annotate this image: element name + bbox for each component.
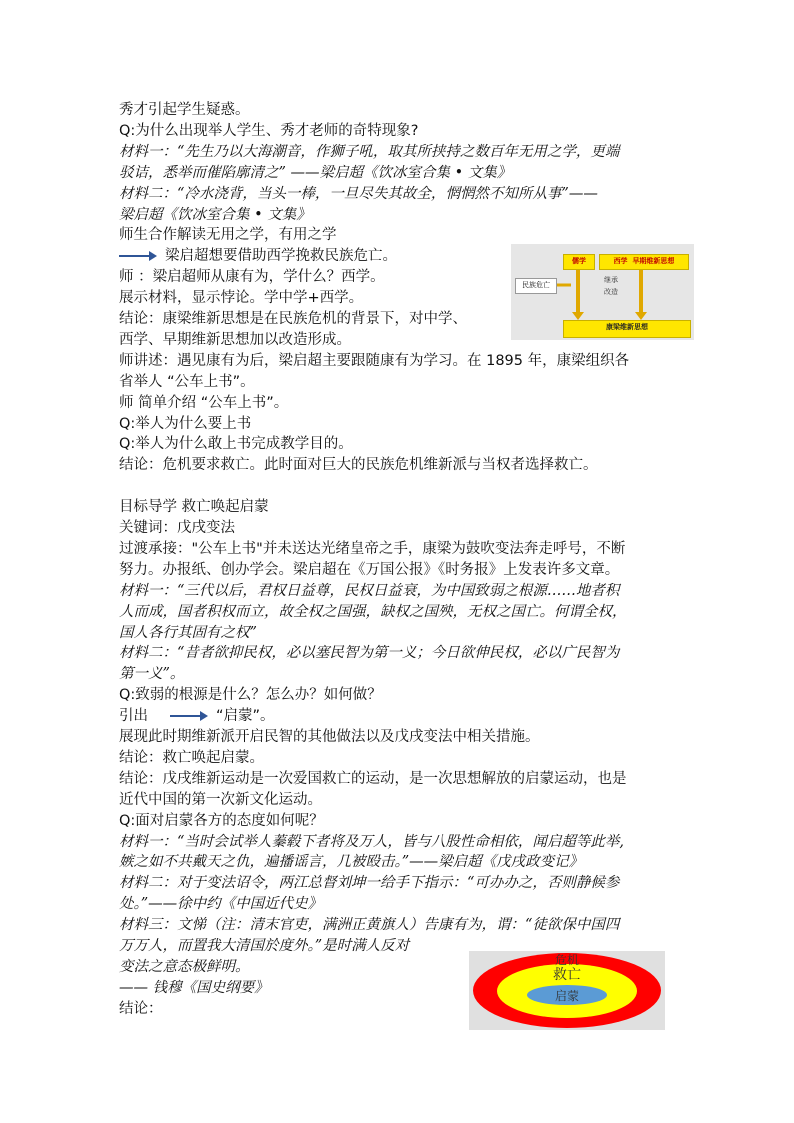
text-line <box>119 414 251 434</box>
text-line <box>119 685 382 705</box>
line-text: 嫉之如不共戴天之仇，遍播谣言，几被殴击。”——梁启超《戊戌政变记》 <box>119 854 584 870</box>
line-text: “启蒙”。 <box>216 708 275 724</box>
line-text: Q:致弱的根源是什么？怎么办？如何做？ <box>119 687 382 703</box>
text-line <box>119 455 598 475</box>
text-line <box>119 184 598 204</box>
text-line <box>119 664 184 684</box>
text-line <box>119 560 619 580</box>
text-line <box>119 393 288 413</box>
chinese-learning-box: 儒学 <box>563 254 595 270</box>
line-text: Q:面对启蒙各方的态度如何呢？ <box>119 813 324 829</box>
line-text: Q:举人为什么敢上书完成教学目的。 <box>119 436 353 452</box>
line-text: Q:为什么出现举人学生、秀才老师的奇特现象? <box>119 123 419 139</box>
inherit-reform-label: 继承改造 <box>604 276 618 296</box>
right-arrow-icon <box>119 251 157 261</box>
text-line <box>119 936 409 956</box>
line-text: 人而成，国者积权而立，故全权之国强，缺权之国殃，无权之国亡。何谓全权， <box>119 604 627 620</box>
text-line <box>119 999 163 1019</box>
text-line <box>119 790 322 810</box>
national-crisis-box: 民族危亡 <box>515 278 557 294</box>
line-text: 秀才引起学生疑惑。 <box>119 102 250 118</box>
text-line <box>119 915 619 935</box>
text-line <box>119 978 269 998</box>
text-line <box>119 748 264 768</box>
western-learning-label: 西学 <box>613 257 628 265</box>
line-text: 梁启超《饮冰室合集 • 文集》 <box>119 207 311 223</box>
text-line <box>119 497 269 517</box>
text-line <box>119 539 625 559</box>
line-text: 第一义”。 <box>119 666 185 682</box>
line-text: 展现此时期维新派开启民智的其他做法以及戊戌变法中相关措施。 <box>119 729 540 745</box>
text-line <box>119 434 353 454</box>
text-line <box>119 267 385 287</box>
text-line <box>119 225 337 245</box>
text-line <box>119 602 627 622</box>
line-text: 目标导学 救亡唤起启蒙 <box>119 499 269 515</box>
text-line <box>119 832 624 852</box>
text-line <box>119 811 324 831</box>
line-text: 师讲述：遇见康有为后，梁启超主要跟随康有为学习。在 1895 年，康梁组织各 <box>119 353 630 369</box>
right-arrow-icon <box>170 711 208 721</box>
crisis-salvation-enlightenment-diagram <box>469 951 665 1030</box>
line-text: 变法之意态极鲜明。 <box>119 959 250 975</box>
line-text: 结论： <box>119 1001 163 1017</box>
text-line <box>119 623 257 643</box>
line-text: Q:举人为什么要上书 <box>119 416 252 432</box>
text-line <box>119 309 467 329</box>
line-text: 万万人，而置我大清国於度外。”是时满人反对 <box>119 938 410 954</box>
line-text: 处。”——徐中约《中国近代史》 <box>119 896 323 912</box>
line-text: 材料二：“昔者欲抑民权，必以塞民智为第一义；今日欲伸民权，必以广民智为 <box>119 645 620 661</box>
text-line <box>119 852 583 872</box>
kangliang-thought-box: 康梁维新思想 <box>563 320 691 338</box>
line-text: —— 钱穆《国史纲要》 <box>119 980 269 996</box>
line-text: 西学、早期维新思想加以改造形成。 <box>119 332 351 348</box>
text-line <box>119 957 250 977</box>
line-text: 材料一：“先生乃以大海潮音，作狮子吼，取其所挟持之数百年无用之学，更端 <box>119 144 620 160</box>
text-line <box>119 518 235 538</box>
text-line <box>119 142 619 162</box>
text-line <box>119 288 363 308</box>
line-text: 材料二：对于变法诏令，两江总督刘坤一给手下指示：“可办办之，否则静候参 <box>119 875 620 891</box>
line-text: 结论：康梁维新思想是在民族危机的背景下，对中学、 <box>119 311 467 327</box>
line-prefix: 引出 <box>119 708 148 724</box>
text-line <box>119 706 275 726</box>
enlightenment-label: 启蒙 <box>554 989 579 1003</box>
text-line <box>119 873 619 893</box>
line-text: 材料三：文悌（注：清末官吏，满洲正黄旗人）告康有为，谓：“徒欲保中国四 <box>119 917 620 933</box>
line-text: 努力。办报纸、创办学会。梁启超在《万国公报》《时务报》上发表许多文章。 <box>119 562 620 578</box>
diagram1-arrows <box>511 244 694 340</box>
text-line <box>119 100 250 120</box>
line-text: 省举人 “公车上书”。 <box>119 374 255 390</box>
text-line <box>119 351 629 371</box>
salvation-label: 救亡 <box>553 967 581 983</box>
line-text: 材料一：“三代以后，君权日益尊，民权日益衰，为中国致弱之根源……地者积 <box>119 583 620 599</box>
early-reform-label: 早期维新思想 <box>632 257 675 265</box>
line-text: 结论：戊戌维新运动是一次爱国救亡的运动，是一次思想解放的启蒙运动，也是 <box>119 771 627 787</box>
text-line <box>119 372 255 392</box>
line-text: 梁启超想要借助西学挽救民族危亡。 <box>165 248 397 264</box>
kangliang-thought-diagram <box>511 244 694 340</box>
line-text: 关键词：戊戌变法 <box>119 520 235 536</box>
line-text: 结论：救亡唤起启蒙。 <box>119 750 264 766</box>
text-line <box>119 581 619 601</box>
text-line <box>119 894 322 914</box>
text-line <box>119 643 619 663</box>
line-text: 国人各行其固有之权” <box>119 625 257 641</box>
text-line <box>119 121 419 141</box>
line-text: 材料二：“冷水浇背，当头一棒，一旦尽失其故全，惘惘然不知所从事”—— <box>119 186 598 202</box>
line-text: 师 简单介绍 “公车上书”。 <box>119 395 289 411</box>
line-text: 驳诘，悉举而催陷廓清之” ——梁启超《饮冰室合集 • 文集》 <box>119 165 512 181</box>
text-line <box>119 246 397 266</box>
text-line <box>119 330 351 350</box>
line-text: 师生合作解读无用之学，有用之学 <box>119 227 337 243</box>
line-text: 师 ：梁启超师从康有为，学什么？西学。 <box>119 269 385 285</box>
text-line <box>119 727 540 747</box>
line-text: 近代中国的第一次新文化运动。 <box>119 792 322 808</box>
line-text: 展示材料，显示悖论。学中学+西学。 <box>119 290 364 306</box>
line-text: 结论：危机要求救亡。此时面对巨大的民族危机维新派与当权者选择救亡。 <box>119 457 598 473</box>
text-line <box>119 163 511 183</box>
text-line <box>119 205 311 225</box>
crisis-label: 危机 <box>554 953 579 967</box>
line-text: 过渡承接："公车上书"并未送达光绪皇帝之手，康梁为鼓吹变法奔走呼号，不断 <box>119 541 626 557</box>
text-line <box>119 769 627 789</box>
line-text: 材料一：“当时会试举人蓁毂下者将及万人，皆与八股性命相依，闻启超等此举, <box>119 834 625 850</box>
